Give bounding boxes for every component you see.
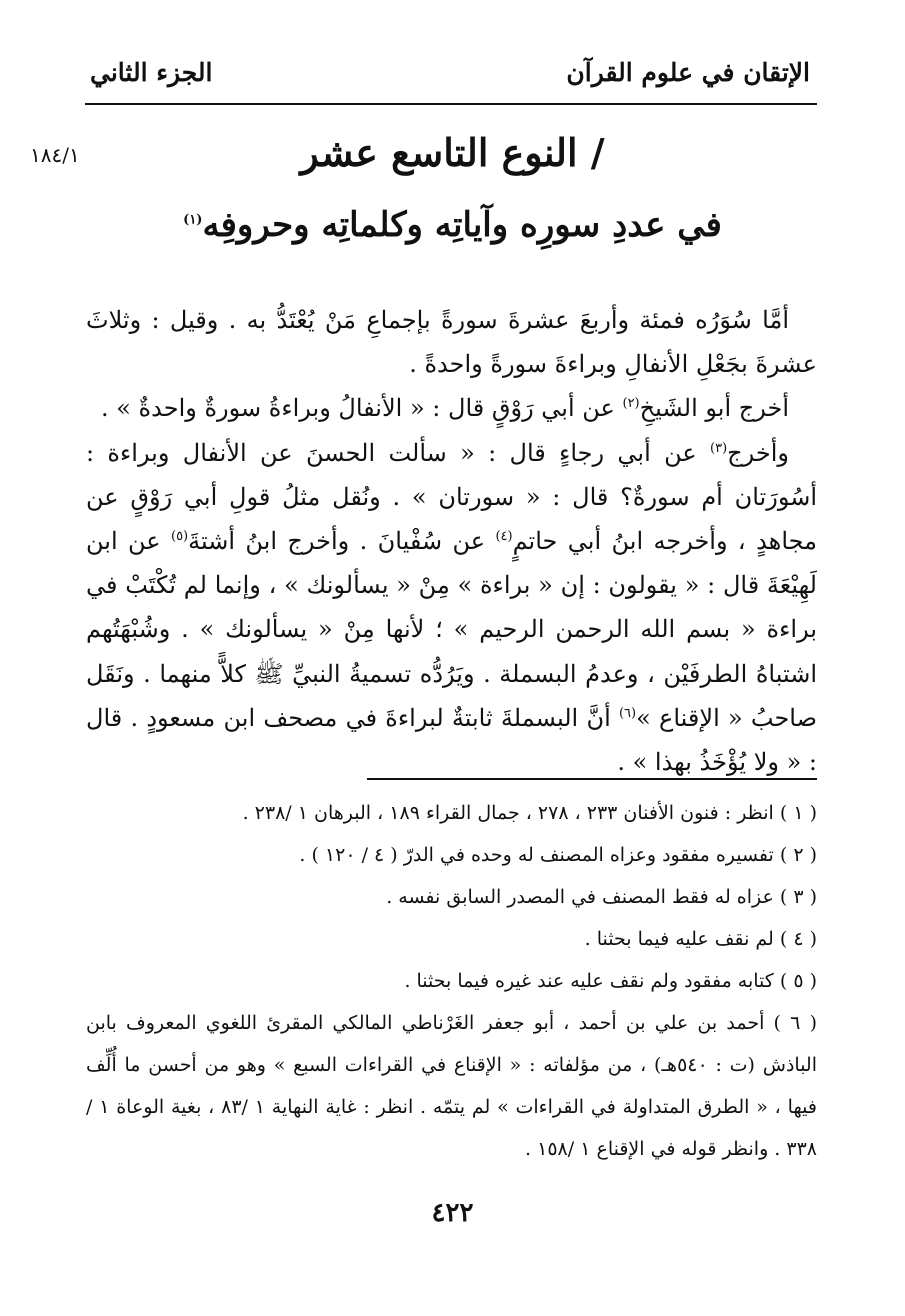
page-number: ٤٢٢ [431,1198,474,1228]
footnote: ( ٥ ) كتابه مفقود ولم نقف عليه عند غيره فيما بحثنا . [404,970,817,992]
footnote-marker: (٢) [622,396,640,412]
footnote-marker: (٤) [495,529,513,545]
chapter-subheading [0,205,905,245]
footnotes [86,792,817,1170]
footnote-marker: (٦) [618,705,637,721]
subheading-text: في عددِ سورِه وآياتِه وكلماتِه وحروفِه [202,205,722,245]
paragraph: أمَّا سُوَرُه فمئة وأربعَ عشرةَ سورةً بإجماعِ مَنْ يُعْتَدُّ به . وقيل : وثلاثَ عشرةَ بجَعْلِ الأنفالِ وبراءةَ سورةً واحدةً . [86,306,817,379]
footnote: ( ٤ ) لم نقف عليه فيما بحثنا . [584,928,817,950]
footnote-marker: (٣) [710,440,728,456]
header-rule [85,103,817,105]
footnote-separator [367,778,817,780]
running-head-title: الإتقان في علوم القرآن [566,58,810,87]
text-run: أخرج أبو الشَيخِ [639,394,789,423]
footnote: ( ٣ ) عزاه له فقط المصنف في المصدر السابق نفسه . [386,886,817,908]
text-run: عن أبي رَوْقٍ قال : « الأنفالُ وبراءةُ سورةٌ واحدةٌ » . [100,394,623,423]
footnote: ( ٦ ) أحمد بن علي بن أحمد ، أبو جعفر الغَرْناطي المالكي المقرئ اللغوي المعروف بابن الباذش (ت : ٥٤٠هـ) ، من مؤلفاته : « الإقناع في القراءات السبع » وهو من أحسن ما أُلِّف فيها ، « الطرق المتداولة في القراءات » لم يتمّه . انظر : غاية النهاية ١ /٨٣ ، بغية الوعاة ١ /٣٣٨ . وانظر قوله في الإقناع ١ /١٥٨ . [86,1012,817,1160]
paragraph [86,386,817,430]
text-run: عن سُفْيانَ . وأخرج ابنُ أشتةَ [188,527,496,556]
footnote-marker: (٥) [170,529,189,545]
text-run: وأخرج [727,438,789,467]
text-run: عن ابن لَهِيْعَةَ قال : « يقولون : إن « براءة » مِنْ « يسألونك » ، وإنما لم تُكْتَبْ في براءة « بسم الله الرحمن الرحيم » ؛ لأنها مِنْ « يسألونك » . وشُبْهَتُهم اشتباهُ الطرفَيْن ، وعدمُ البسملة . ويَرُدُّه تسميةُ النبيِّ ﷺ كلاًّ منهما . ونَقَل صاحبُ « الإقناع » [86,527,817,732]
text-run: عن أبي رجاءٍ قال : « سألت الحسنَ عن الأنفال وبراءة : أسُورَتان أم سورةٌ؟ قال : « سورتان » . ونُقل مثلُ قولِ أبي رَوْقٍ عن مجاهدٍ ، وأخرجه ابنُ أبي حاتمٍ [86,438,817,556]
footnote: ( ٢ ) تفسيره مفقود وعزاه المصنف له وحده في الدرّ ( ٤ / ١٢٠ ) . [299,844,817,866]
chapter-heading: / النوع التاسع عشر [300,130,605,175]
footnote: ( ١ ) انظر : فنون الأفنان ٢٣٣ ، ٢٧٨ ، جمال القراء ١٨٩ ، البرهان ١ /٢٣٨ . [242,802,817,824]
paragraph [86,431,817,785]
footnote-marker: (١) [183,212,203,228]
running-head-volume: الجزء الثاني [90,58,213,87]
main-text [86,298,817,784]
margin-reference: ١٨٤/١ [30,143,80,167]
text-run: أنَّ البسملةَ ثابتةٌ لبراءةَ في مصحف ابن مسعودٍ . قال : « ولا يُؤْخَذُ بهذا » . [86,703,817,777]
